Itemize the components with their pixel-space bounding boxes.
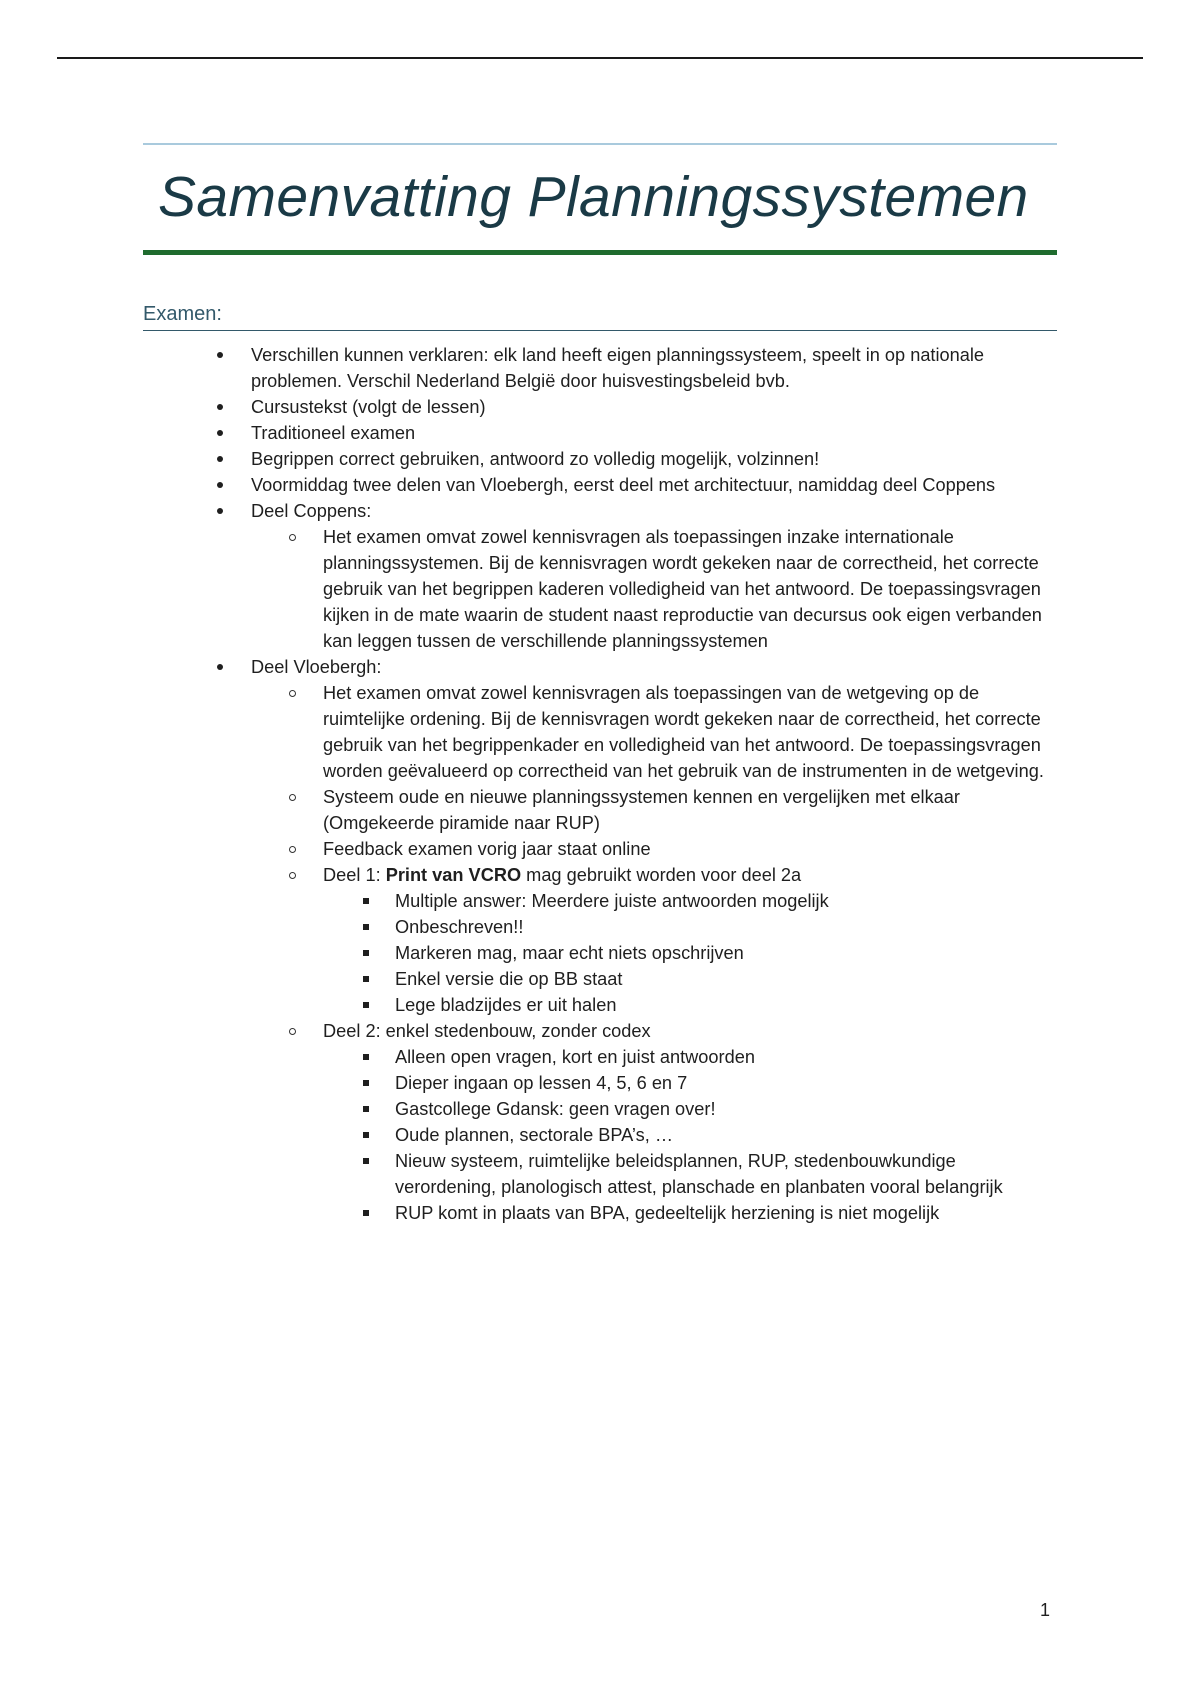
document-body [143, 143, 1057, 1226]
list-item: Onbeschreven!! [323, 914, 1057, 940]
deel-2-list [251, 1044, 1057, 1226]
list-item: Enkel versie die op BB staat [323, 966, 1057, 992]
deel-1-list [251, 888, 1057, 1018]
list-item: Systeem oude en nieuwe planningssystemen kennen en vergelijken met elkaar (Omgekeerde piramide naar RUP) [251, 784, 1057, 836]
list-item-deel-coppens [143, 498, 1057, 654]
deel-1-bold-text: Print van VCRO [385, 864, 522, 885]
title-rule-top [143, 143, 1057, 145]
vloebergh-list [143, 680, 1057, 1226]
deel-1-prefix: Deel 1: [323, 864, 386, 885]
list-item: Oude plannen, sectorale BPA’s, … [323, 1122, 1057, 1148]
list-item: Traditioneel examen [143, 420, 1057, 446]
deel-1-suffix: mag gebruikt worden voor deel 2a [521, 864, 802, 885]
list-item: Cursustekst (volgt de lessen) [143, 394, 1057, 420]
deel-2-label: Deel 2: enkel stedenbouw, zonder codex [323, 1020, 651, 1041]
page-top-rule [57, 57, 1143, 59]
list-item: Het examen omvat zowel kennisvragen als toepassingen inzake internationale planningssystemen. Bij de kennisvragen wordt gekeken naar de correctheid, het correcte gebruik van het begrippen kaderen volledigheid van het antwoord. De toepassingsvragen kijken in de mate waarin de student naast reproductie van decursus ook eigen verbanden kan leggen tussen de verschillende planningssystemen [251, 524, 1057, 654]
exam-list [143, 342, 1057, 1226]
list-item: Nieuw systeem, ruimtelijke beleidsplannen, RUP, stedenbouwkundige verordening, planologisch attest, planschade en planbaten vooral belangrijk [323, 1148, 1057, 1200]
section-heading-examen: Examen: [143, 303, 1057, 331]
list-item: Gastcollege Gdansk: geen vragen over! [323, 1096, 1057, 1122]
list-item-label: Deel Coppens: [251, 500, 372, 521]
list-item: Alleen open vragen, kort en juist antwoorden [323, 1044, 1057, 1070]
list-item: Dieper ingaan op lessen 4, 5, 6 en 7 [323, 1070, 1057, 1096]
page-number: 1 [1040, 1600, 1051, 1620]
document-title: Samenvatting Planningssystemen [158, 165, 1029, 229]
list-item: Multiple answer: Meerdere juiste antwoorden mogelijk [323, 888, 1057, 914]
list-item-label: Deel Vloebergh: [251, 656, 382, 677]
list-item: Markeren mag, maar echt niets opschrijven [323, 940, 1057, 966]
list-item: Feedback examen vorig jaar staat online [251, 836, 1057, 862]
list-item: Begrippen correct gebruiken, antwoord zo volledig mogelijk, volzinnen! [143, 446, 1057, 472]
list-item: Lege bladzijdes er uit halen [323, 992, 1057, 1018]
list-item-deel-2 [251, 1018, 1057, 1226]
list-item: Het examen omvat zowel kennisvragen als toepassingen van de wetgeving op de ruimtelijke ordening. Bij de kennisvragen wordt gekeken naar de correctheid, het correcte gebruik van het begrippenkader en volledigheid van het antwoord. De toepassingsvragen worden geëvalueerd op correctheid van het gebruik van de instrumenten in de wetgeving. [251, 680, 1057, 784]
list-item: Verschillen kunnen verklaren: elk land heeft eigen planningssysteem, speelt in op nationale problemen. Verschil Nederland België door huisvestingsbeleid bvb. [143, 342, 1057, 394]
list-item: RUP komt in plaats van BPA, gedeeltelijk herziening is niet mogelijk [323, 1200, 1057, 1226]
title-rule-bottom [143, 250, 1057, 255]
list-item-deel-vloebergh [143, 654, 1057, 1226]
list-item: Voormiddag twee delen van Vloebergh, eerst deel met architectuur, namiddag deel Coppens [143, 472, 1057, 498]
list-item-deel-1 [251, 862, 1057, 1018]
coppens-list [143, 524, 1057, 654]
